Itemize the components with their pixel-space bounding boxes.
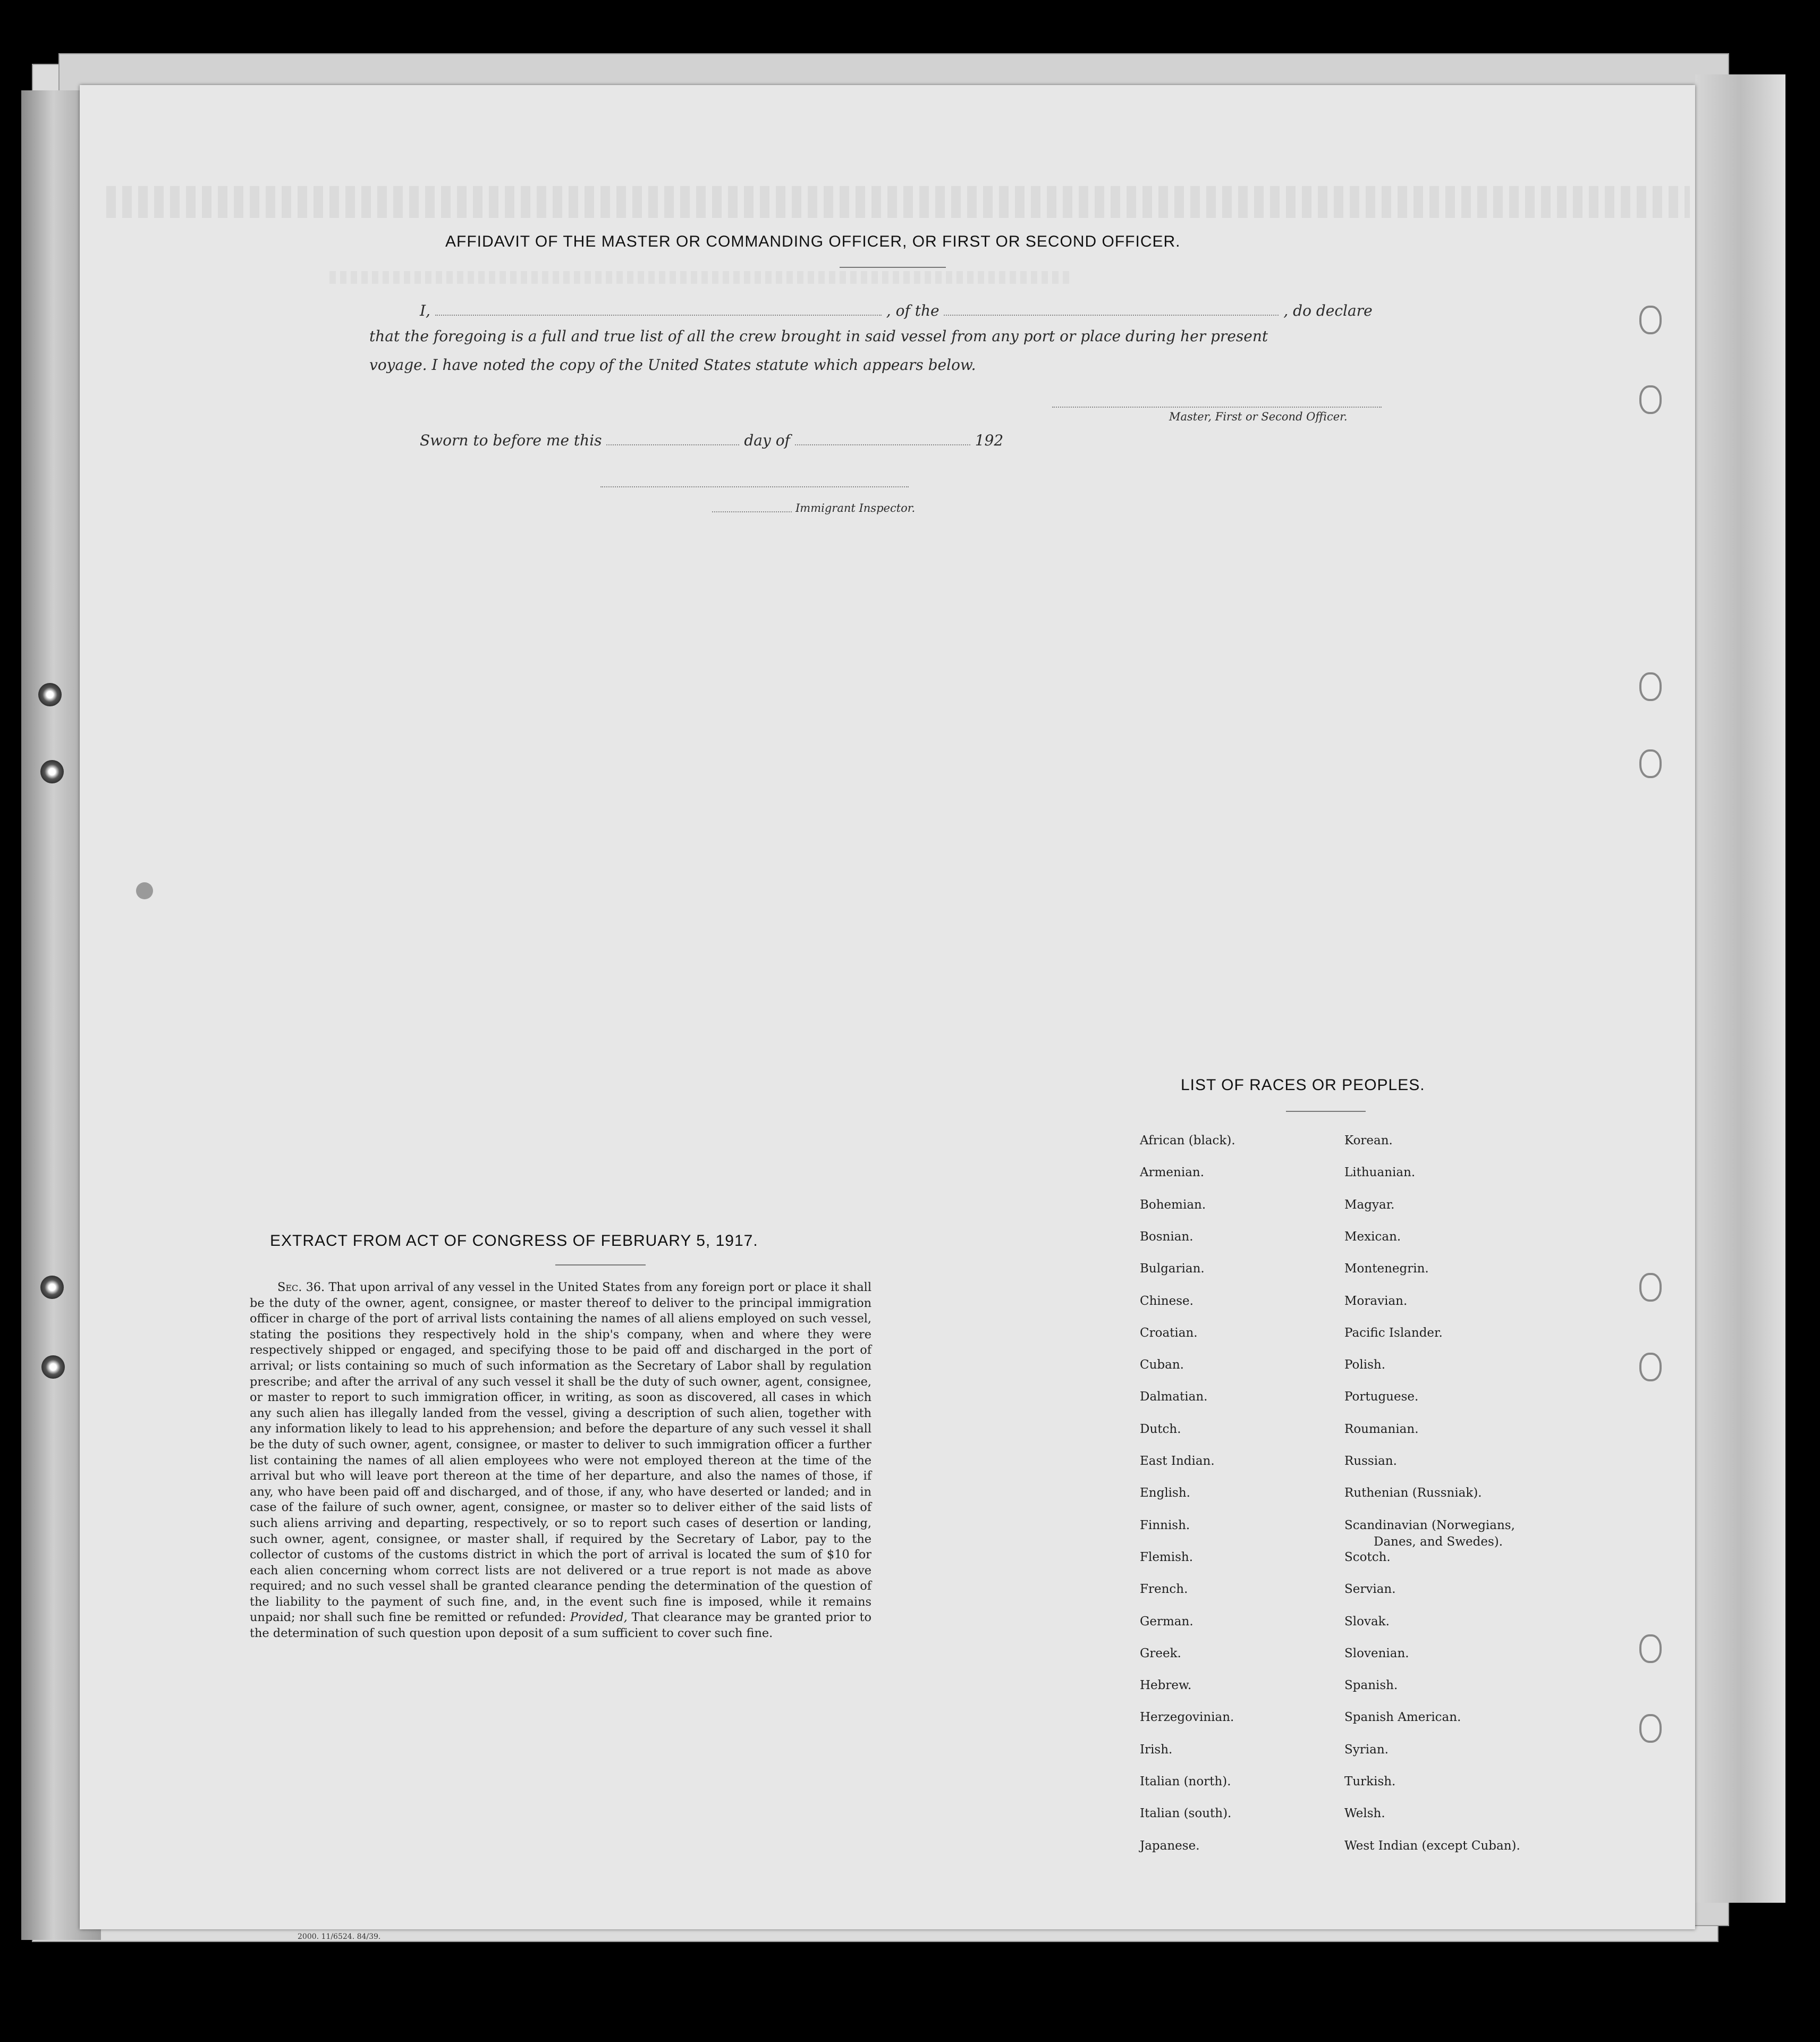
- race-item: Servian.: [1344, 1582, 1396, 1597]
- race-item: Hebrew.: [1140, 1678, 1192, 1693]
- race-item: Polish.: [1344, 1358, 1386, 1372]
- race-item: Roumanian.: [1344, 1422, 1419, 1436]
- name-blank[interactable]: [435, 304, 882, 316]
- affidavit-line-2: that the foregoing is a full and true list of all the crew brought in said vessel from any port or place during her present: [369, 327, 1268, 345]
- race-item: West Indian (except Cuban).: [1344, 1838, 1520, 1853]
- affidavit-of-the: , of the: [886, 302, 939, 319]
- extract-body-b: That clearance may be granted prior to the determination of such question upon deposit of a sum sufficient to cover such fine.: [250, 1610, 871, 1641]
- bleed-through-text: [329, 271, 1073, 284]
- race-item: Montenegrin.: [1344, 1262, 1429, 1276]
- punch-hole: [1639, 306, 1662, 334]
- extract-provided: Provided,: [570, 1610, 628, 1625]
- extract-text: [250, 1280, 871, 1642]
- race-item: Scandinavian (Norwegians,: [1344, 1518, 1515, 1532]
- punch-hole: [1639, 1634, 1662, 1663]
- binder-ring: [40, 760, 64, 783]
- race-item: Turkish.: [1344, 1775, 1396, 1788]
- race-item: Portuguese.: [1344, 1390, 1419, 1404]
- signature-line: [1052, 407, 1382, 408]
- binder-ring: [38, 683, 62, 706]
- affidavit-line-1: [420, 302, 1373, 319]
- race-item: Bosnian.: [1140, 1229, 1193, 1244]
- race-item: Danes, and Swedes).: [1374, 1535, 1503, 1549]
- binder-ring: [41, 1355, 65, 1379]
- race-item: Syrian.: [1344, 1742, 1389, 1757]
- race-item: Bohemian.: [1140, 1197, 1206, 1212]
- sworn-month-blank[interactable]: [795, 434, 970, 445]
- race-item: Greek.: [1140, 1646, 1181, 1660]
- race-item: Herzegovinian.: [1140, 1710, 1234, 1725]
- affidavit-line-3: voyage. I have noted the copy of the United States statute which appears below.: [369, 356, 976, 374]
- signature-label: Master, First or Second Officer.: [1169, 410, 1348, 423]
- races-title: LIST OF RACES OR PEOPLES.: [1181, 1076, 1425, 1094]
- bleed-through-text: [106, 186, 1690, 218]
- punch-hole: [1639, 1714, 1662, 1743]
- race-item: Croatian.: [1140, 1326, 1198, 1340]
- race-item: Japanese.: [1140, 1838, 1200, 1853]
- title-underline: [840, 267, 946, 268]
- race-item: Russian.: [1344, 1454, 1397, 1468]
- race-item: English.: [1140, 1486, 1190, 1500]
- races-underline: [1286, 1111, 1366, 1112]
- race-item: Italian (south).: [1140, 1807, 1232, 1821]
- binder-ring: [40, 1276, 64, 1299]
- race-item: Cuban.: [1140, 1358, 1184, 1372]
- race-item: French.: [1140, 1582, 1188, 1597]
- extract-underline: [555, 1264, 646, 1265]
- race-item: African (black).: [1140, 1134, 1235, 1147]
- extract-section: Sec. 36.: [277, 1280, 325, 1294]
- sworn-day-of: day of: [744, 432, 790, 449]
- affidavit-declare: , do declare: [1283, 302, 1373, 319]
- race-item: Flemish.: [1140, 1550, 1193, 1564]
- race-item: Korean.: [1344, 1134, 1393, 1147]
- race-item: Slovak.: [1344, 1614, 1390, 1628]
- race-item: German.: [1140, 1614, 1193, 1628]
- punch-hole: [1639, 749, 1662, 778]
- race-item: Chinese.: [1140, 1294, 1193, 1308]
- sworn-prefix: Sworn to before me this: [420, 432, 602, 449]
- race-item: Spanish.: [1344, 1678, 1398, 1693]
- affidavit-i: I,: [420, 302, 430, 319]
- race-item: Irish.: [1140, 1742, 1173, 1757]
- race-item: Finnish.: [1140, 1518, 1190, 1532]
- race-item: Dalmatian.: [1140, 1390, 1208, 1404]
- smudge-dot: [136, 882, 153, 899]
- race-item: East Indian.: [1140, 1454, 1215, 1468]
- punch-hole: [1639, 1273, 1662, 1302]
- extract-title: EXTRACT FROM ACT OF CONGRESS OF FEBRUARY 5, 1917.: [270, 1232, 758, 1250]
- sworn-day-blank[interactable]: [606, 434, 739, 445]
- sworn-year: 192: [975, 432, 1004, 449]
- race-item: Moravian.: [1344, 1294, 1408, 1308]
- page-edge-stack: [1695, 74, 1785, 1903]
- race-item: Armenian.: [1140, 1166, 1205, 1180]
- vessel-blank[interactable]: [944, 304, 1279, 316]
- extract-body-a: That upon arrival of any vessel in the United States from any foreign port or place it shall be the duty of the owner, agent, consignee, or master thereof to deliver to the principal immigration officer in charge of the port of arrival lists containing the names of all aliens employed on such vessel, stating the positions they respectively hold in the ship's company, when and where they were respectively shipped or engaged, and specifying those to be paid off and discharged in the port of arrival; or lists containing so much of such information as the Secretary of Labor shall by regulation prescribe; and after the arrival of any such vessel it shall be the duty of such owner, agent, consignee, or master to report to such immigration officer, in writing, as soon as discovered, all cases in which any such alien has illegally landed from the vessel, giving a description of such alien, together with any information likely to lead to his apprehension; and before the departure of any such vessel it shall be the duty of such owner, agent, consignee, or master to deliver to such immigration officer a further list containing the names of all alien employees who were not employed thereon at the time of the arrival but who will leave port thereon at the time of her departure, and also the names of those, if any, who have been paid off and discharged, and of those, if any, who have deserted or landed; and in case of the failure of such owner, agent, consignee, or master so to deliver either of the said lists of such aliens arriving and departing, respectively, or so to report such cases of desertion or landing, such owner, agent, consignee, or master shall, if required by the Secretary of Labor, pay to the collector of customs of the customs district in which the port of arrival is located the sum of $10 for each alien concerning whom correct lists are not delivered or a true report is not made as above required; and no such vessel shall be granted clearance pending the determination of the question of the liability to the payment of such fine, and, in the event such fine is imposed, while it remains unpaid; nor shall such fine be remitted or refunded:: [250, 1280, 871, 1625]
- sworn-line: [420, 432, 1003, 449]
- race-item: Scotch.: [1344, 1550, 1391, 1564]
- race-item: Dutch.: [1140, 1422, 1181, 1436]
- inspector-line: [712, 511, 792, 512]
- race-item: Welsh.: [1344, 1807, 1385, 1821]
- race-item: Italian (north).: [1140, 1775, 1231, 1788]
- inspector-line-top: [600, 486, 909, 487]
- punch-hole: [1639, 385, 1662, 414]
- race-item: Ruthenian (Russniak).: [1344, 1486, 1482, 1500]
- form-code: 2000. 11/6524. 84/39.: [298, 1933, 381, 1941]
- race-item: Slovenian.: [1344, 1646, 1409, 1660]
- inspector-label: Immigrant Inspector.: [795, 502, 916, 514]
- race-item: Mexican.: [1344, 1229, 1401, 1244]
- race-item: Lithuanian.: [1344, 1166, 1416, 1180]
- punch-hole: [1639, 1353, 1662, 1381]
- race-item: Pacific Islander.: [1344, 1326, 1443, 1340]
- punch-hole: [1639, 672, 1662, 701]
- affidavit-title: AFFIDAVIT OF THE MASTER OR COMMANDING OFFICER, OR FIRST OR SECOND OFFICER.: [445, 233, 1181, 250]
- race-item: Bulgarian.: [1140, 1262, 1205, 1276]
- race-item: Spanish American.: [1344, 1710, 1461, 1725]
- race-item: Magyar.: [1344, 1197, 1395, 1212]
